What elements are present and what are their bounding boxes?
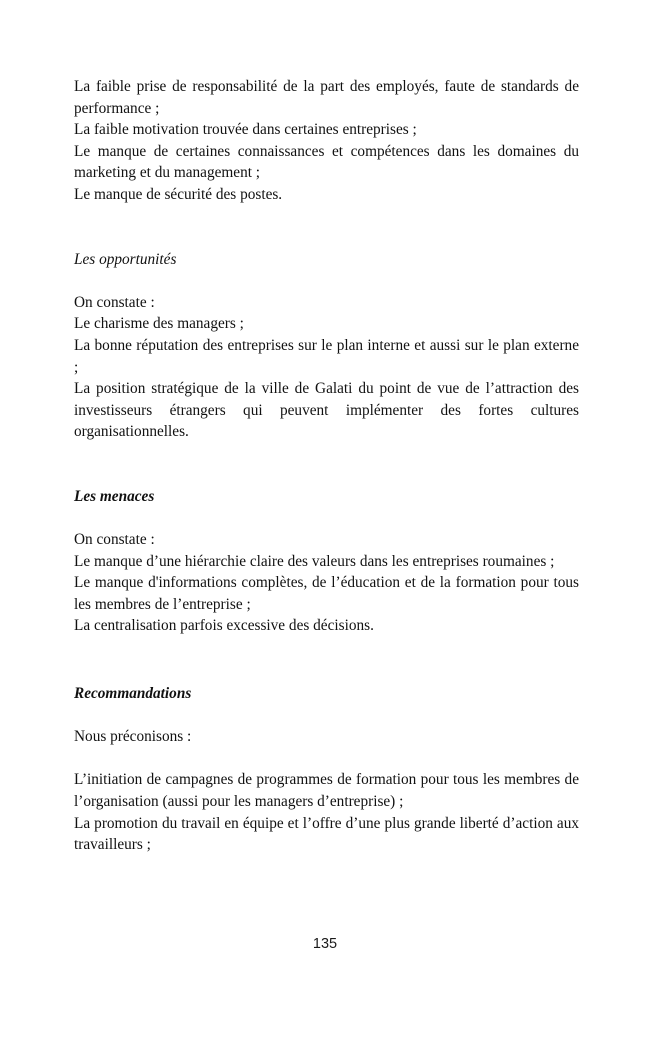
list-item: La faible motivation trouvée dans certaines entreprises ;	[74, 121, 417, 139]
section-spacer	[74, 443, 579, 486]
list-item: Le manque de sécurité des postes.	[74, 185, 283, 203]
section-heading-recommendations: Recommandations	[74, 685, 192, 703]
section-threats	[74, 486, 579, 637]
section-intro: On constate :	[74, 531, 155, 549]
list-item: La position stratégique de la ville de Galati du point de vue de l’attraction des investisseurs étrangers qui peuvent implémenter des fortes cultures organisationnelles.	[74, 380, 579, 441]
section-spacer	[74, 206, 579, 249]
list-item: La promotion du travail en équipe et l’offre d’une plus grande liberté d’action aux travailleurs ;	[74, 814, 579, 854]
section-heading-threats: Les menaces	[74, 487, 155, 505]
section-intro: On constate :	[74, 293, 155, 311]
list-item: Le manque de certaines connaissances et compétences dans les domaines du marketing et du management ;	[74, 142, 579, 182]
list-item: L’initiation de campagnes de programmes de formation pour tous les membres de l’organisation (aussi pour les managers d’entreprise) ;	[74, 771, 579, 811]
page-number: 135	[312, 936, 338, 952]
section-opportunities	[74, 249, 579, 443]
intro-spacer	[74, 748, 579, 770]
section-recommendations	[74, 683, 579, 856]
weaknesses-list	[74, 76, 579, 206]
list-item: Le manque d’une hiérarchie claire des valeurs dans les entreprises roumaines ;	[74, 552, 555, 570]
list-item: La centralisation parfois excessive des décisions.	[74, 617, 374, 635]
page-text-column	[74, 76, 579, 856]
list-item: La bonne réputation des entreprises sur le plan interne et aussi sur le plan externe ;	[74, 336, 579, 376]
list-item: La faible prise de responsabilité de la part des employés, faute de standards de performance ;	[74, 78, 579, 117]
heading-spacer	[74, 705, 579, 727]
section-intro: Nous préconisons :	[74, 728, 192, 746]
list-item: Le charisme des managers ;	[74, 315, 244, 333]
section-spacer	[74, 637, 579, 683]
heading-spacer	[74, 270, 579, 292]
section-heading-opportunities: Les opportunités	[74, 250, 177, 268]
heading-spacer	[74, 508, 579, 530]
list-item: Le manque d'informations complètes, de l’éducation et de la formation pour tous les membres de l’entreprise ;	[74, 574, 579, 613]
